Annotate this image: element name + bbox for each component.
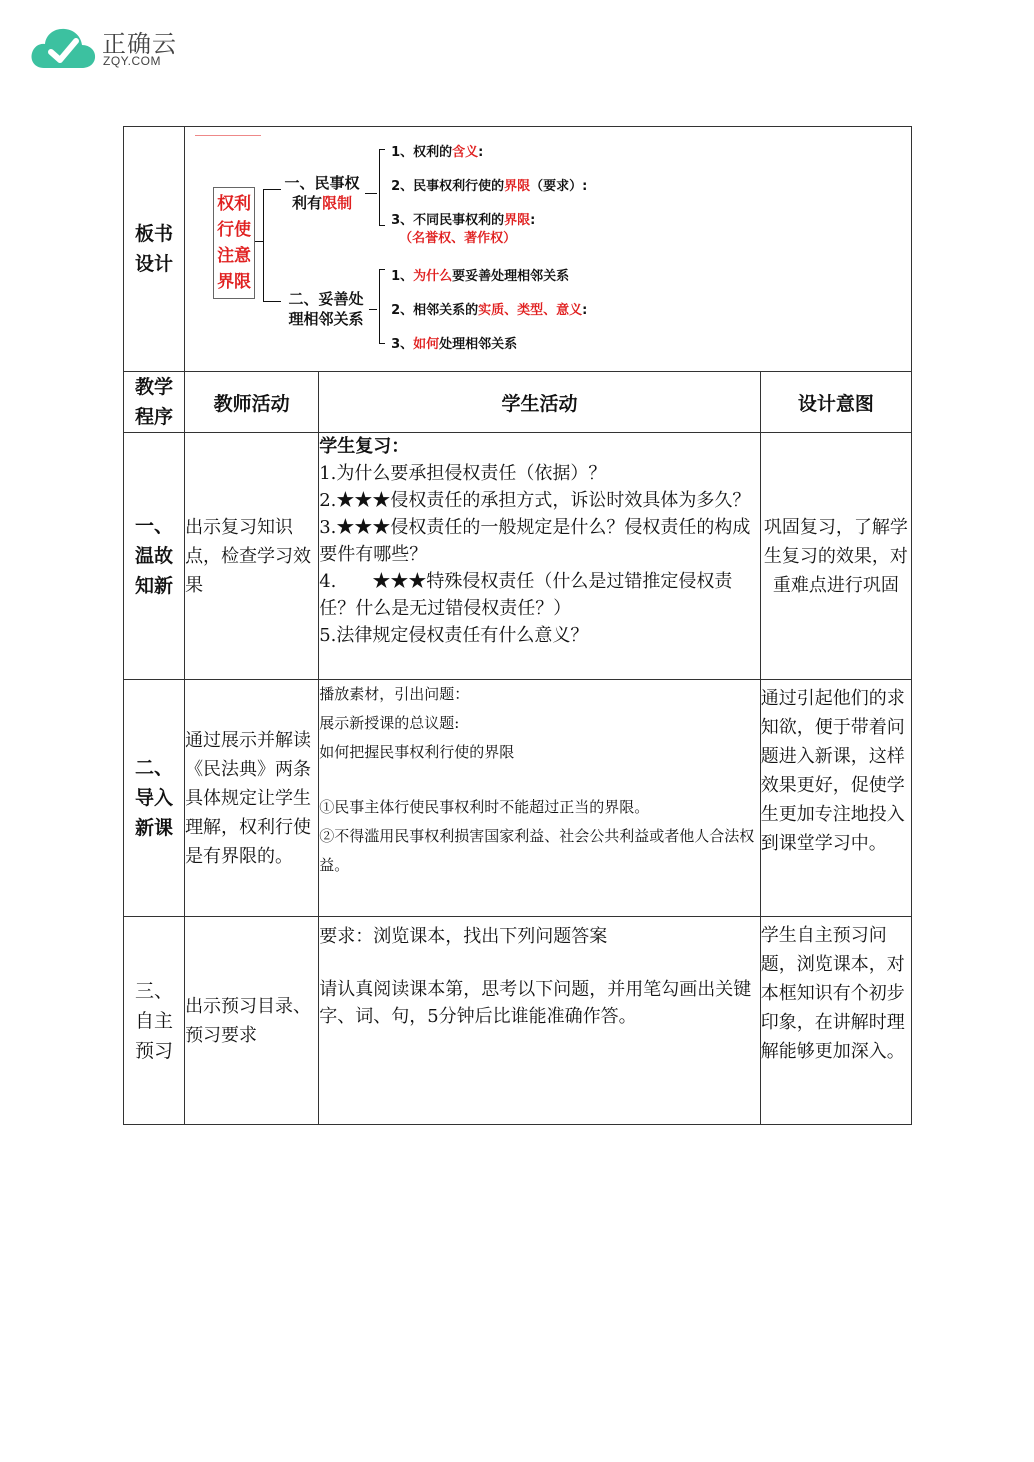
review-item: 1.为什么要承担侵权责任（依据）？ <box>319 463 607 484</box>
section-3-intent: 学生自主预习问题，浏览课本，对本框知识有个初步印象，在讲解时理解能够更加深入。 <box>760 917 911 1125</box>
review-title: 学生复习： <box>319 436 410 457</box>
logo-title: 正确云 <box>102 30 177 58</box>
branch2-item-3: 3、如何处理相邻关系 <box>391 337 518 352</box>
section-2-teacher: 通过展示并解读《民法典》两条具体规定让学生理解，权利行使是有界限的。 <box>185 680 319 917</box>
section-1-student <box>319 433 761 680</box>
branch2-item-1: 1、为什么要妥善处理相邻关系 <box>391 269 570 284</box>
section-2-label: 二、导入新课 <box>124 680 185 917</box>
intro-line: 如何把握民事权利行使的界限 <box>319 743 515 761</box>
board-diagram-cell <box>185 127 912 372</box>
intro-line: 展示新授课的总议题: <box>319 714 460 732</box>
board-design-label: 板书设计 <box>124 127 185 372</box>
root-topic: 权利行使注意界限 <box>217 194 252 292</box>
procedure-header: 教学程序 <box>124 372 185 433</box>
branch1-item-1: 1、权利的含义: <box>391 145 484 160</box>
intro-line: 播放素材，引出问题： <box>319 685 470 703</box>
preview-task: 请认真阅读课本第，思考以下问题，并用笔勾画出关键字、词、句，5分钟后比谁能准确作答。 <box>319 979 752 1027</box>
section-1-intent: 巩固复习，了解学生复习的效果，对重难点进行巩固 <box>760 433 911 680</box>
section-3-label: 三、自主预习 <box>124 917 185 1125</box>
preview-requirement: 要求：浏览课本，找出下列问题答案 <box>319 926 608 947</box>
lesson-plan-table <box>123 126 912 1125</box>
section-1-label: 一、温故知新 <box>124 433 185 680</box>
review-item: 2.★★★侵权责任的承担方式，诉讼时效具体为多久？ <box>319 490 751 511</box>
branch1-note: （名誉权、著作权） <box>399 231 517 246</box>
intro-point: ①民事主体行使民事权利时不能超过正当的界限。 <box>319 798 650 816</box>
teacher-header: 教师活动 <box>185 372 319 433</box>
intent-header: 设计意图 <box>760 372 911 433</box>
branch1-item-2: 2、民事权利行使的界限（要求）: <box>391 179 588 194</box>
section-1-teacher: 出示复习知识点，检查学习效果 <box>185 433 319 680</box>
logo-domain: ZQY.COM <box>103 54 161 68</box>
board-mindmap <box>185 127 911 371</box>
branch2-label: 二、妥善处理相邻关系 <box>288 290 364 328</box>
cloud-check-icon <box>30 26 96 70</box>
branch2-item-2: 2、相邻关系的实质、类型、意义: <box>391 303 588 318</box>
branch1-item-3: 3、不同民事权利的界限: <box>391 213 536 228</box>
review-item: 4. ★★★特殊侵权责任（什么是过错推定侵权责任？什么是无过错侵权责任？） <box>319 571 733 619</box>
zqy-logo <box>30 22 190 74</box>
review-item: 3.★★★侵权责任的一般规定是什么？侵权责任的构成要件有哪些？ <box>319 517 751 565</box>
section-2-student <box>319 680 761 917</box>
section-3-teacher: 出示预习目录、预习要求 <box>185 917 319 1125</box>
intro-point: ②不得滥用民事权利损害国家利益、社会公共利益或者他人合法权益。 <box>319 827 755 874</box>
branch1-label: 一、民事权利有限制 <box>284 174 360 212</box>
student-header: 学生活动 <box>319 372 761 433</box>
decor-line <box>195 135 261 136</box>
section-2-intent: 通过引起他们的求知欲，便于带着问题进入新课，这样效果更好，促使学生更加专注地投入到课堂学习中。 <box>760 680 911 917</box>
section-3-student <box>319 917 761 1125</box>
review-item: 5.法律规定侵权责任有什么意义？ <box>319 625 589 646</box>
